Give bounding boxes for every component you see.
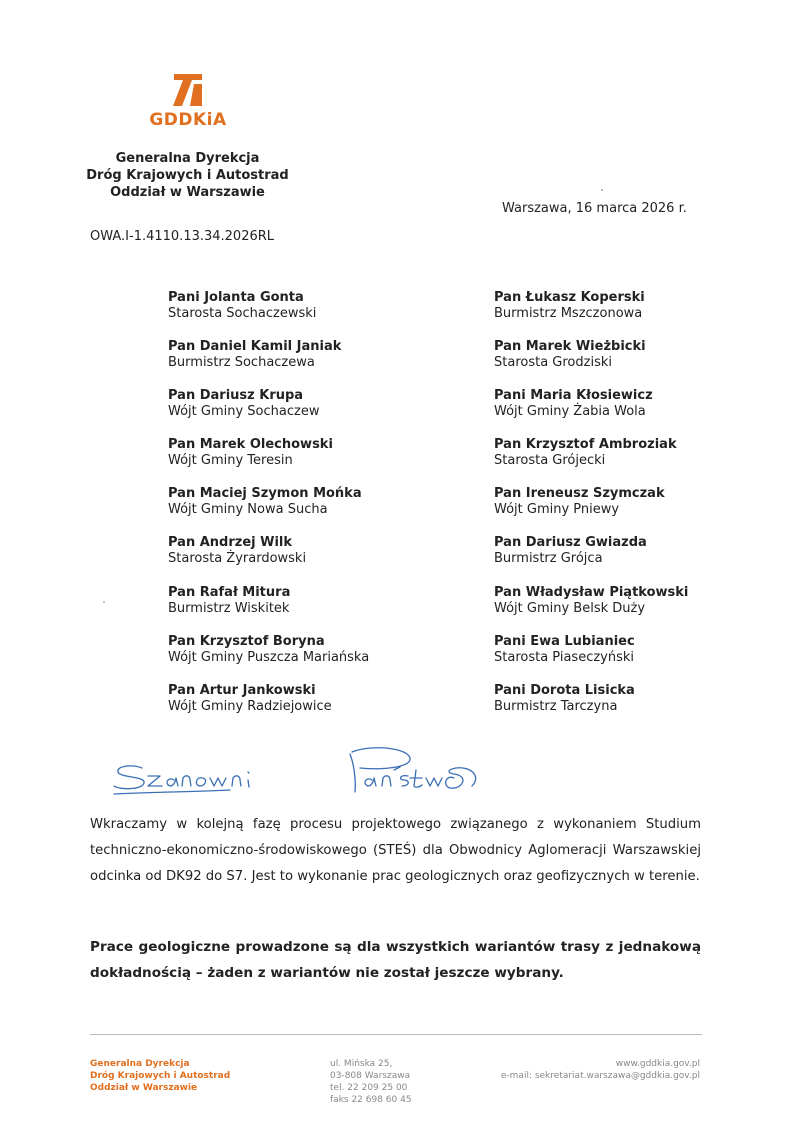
recipient-name: Pan Krzysztof Ambroziak [494, 437, 677, 453]
recipient-name: Pan Daniel Kamil Janiak [168, 339, 342, 355]
recipient [494, 339, 794, 388]
recipient-title: Wójt Gminy Pniewy [494, 502, 620, 518]
footer-organization [90, 1058, 230, 1094]
recipient-name: Pani Dorota Lisicka [494, 682, 635, 698]
recipient [168, 683, 468, 732]
footer-address-line: tel. 22 209 25 00 [330, 1083, 408, 1093]
recipient-title: Starosta Żyrardowski [168, 551, 307, 567]
footer-org-line: Dróg Krajowych i Autostrad [90, 1071, 231, 1081]
recipient-name: Pan Maciej Szymon Mońka [168, 486, 362, 502]
footer-contact [450, 1058, 700, 1082]
recipient [168, 388, 468, 437]
recipient [494, 683, 794, 732]
footer-org-line: Oddział w Warszawie [90, 1083, 198, 1093]
recipient [168, 486, 468, 535]
recipient [494, 290, 794, 339]
recipient [168, 290, 468, 339]
logo-text: GDDKiA [149, 110, 227, 130]
recipients-right [494, 290, 794, 732]
footer-org-line: Generalna Dyrekcja [90, 1059, 190, 1069]
recipient [168, 585, 468, 634]
scan-speck [103, 601, 105, 603]
recipient-title: Starosta Sochaczewski [168, 306, 317, 321]
recipient [168, 634, 468, 683]
recipient-name: Pan Marek Olechowski [168, 437, 333, 453]
recipient-name: Pani Ewa Lubianiec [494, 633, 635, 649]
body-paragraph: Wkraczamy w kolejną fazę procesu projektowego związanego z wykonaniem Studium techniczno-ekonomiczno-środowiskowego (STEŚ) dla Obwodnicy Aglomeracji Warszawskiej odcinka od DK92 do S7. Jest to wykonanie prac geologicznych oraz geofizycznych w terenie. [90, 817, 701, 884]
body-paragraph-bold: Prace geologiczne prowadzone są dla wszystkich wariantów trasy z jednakową dokładnością – żaden z wariantów nie został jeszcze wybrany. [90, 939, 701, 981]
reference-number: OWA.I-1.4110.13.34.2026RL [90, 229, 275, 244]
footer-address-line: ul. Mińska 25, [330, 1059, 393, 1069]
recipient [494, 634, 794, 683]
place-date: Warszawa, 16 marca 2026 r. [502, 201, 687, 216]
organization-name [60, 150, 315, 201]
recipient-name: Pan Dariusz Krupa [168, 388, 304, 404]
recipients-left [168, 290, 468, 732]
recipient-title: Starosta Grójecki [494, 453, 606, 469]
recipient-name: Pan Łukasz Koperski [494, 290, 645, 305]
recipient [494, 388, 794, 437]
recipient [494, 486, 794, 535]
recipient-title: Wójt Gminy Sochaczew [168, 404, 320, 420]
recipient-title: Burmistrz Tarczyna [494, 698, 618, 714]
recipient-title: Wójt Gminy Nowa Sucha [168, 502, 328, 518]
org-line: Oddział w Warszawie [110, 185, 265, 200]
recipient-name: Pani Jolanta Gonta [168, 290, 304, 305]
recipient-name: Pan Marek Wieżbicki [494, 339, 646, 355]
footer-address-line: faks 22 698 60 45 [330, 1095, 412, 1105]
recipient [494, 585, 794, 634]
recipient [494, 437, 794, 486]
footer-address [330, 1058, 412, 1106]
recipient [168, 339, 468, 388]
recipient-title: Wójt Gminy Puszcza Mariańska [168, 649, 370, 665]
recipient-name: Pan Artur Jankowski [168, 682, 316, 698]
recipient-title: Wójt Gminy Teresin [168, 453, 293, 469]
recipient-name: Pan Ireneusz Szymczak [494, 486, 665, 502]
recipient-title: Burmistrz Grójca [494, 551, 603, 567]
recipient-title: Starosta Piaseczyński [494, 649, 635, 665]
handwritten-salutation [110, 740, 550, 810]
org-line: Generalna Dyrekcja [115, 151, 260, 166]
recipient-title: Wójt Gminy Radziejowice [168, 698, 332, 714]
recipient-title: Wójt Gminy Żabia Wola [494, 404, 646, 420]
recipient-name: Pan Krzysztof Boryna [168, 633, 325, 649]
recipient-name: Pan Rafał Mitura [168, 584, 291, 600]
recipient-name: Pan Dariusz Gwiazda [494, 535, 647, 551]
footer-address-line: 03-808 Warszawa [330, 1071, 411, 1081]
recipient-name: Pani Maria Kłosiewicz [494, 388, 653, 404]
recipient-title: Starosta Grodziski [494, 355, 612, 371]
org-line: Dróg Krajowych i Autostrad [86, 168, 289, 183]
scan-speck [601, 189, 603, 191]
recipient [168, 437, 468, 486]
recipient-title: Burmistrz Mszczonowa [494, 306, 643, 321]
recipient [168, 535, 468, 584]
recipient-name: Pan Władysław Piątkowski [494, 584, 689, 600]
recipient-title: Burmistrz Wiskitek [168, 600, 290, 616]
recipient [494, 535, 794, 584]
recipient-title: Burmistrz Sochaczewa [168, 355, 315, 371]
recipient-name: Pan Andrzej Wilk [168, 535, 293, 551]
footer-divider [90, 1034, 702, 1035]
recipient-title: Wójt Gminy Belsk Duży [494, 600, 646, 616]
gddkia-road-icon [168, 72, 208, 108]
footer-website: www.gddkia.gov.pl [615, 1059, 700, 1069]
gddkia-logo [138, 72, 238, 130]
footer-email: e-mail: sekretariat.warszawa@gddkia.gov.pl [500, 1071, 700, 1081]
